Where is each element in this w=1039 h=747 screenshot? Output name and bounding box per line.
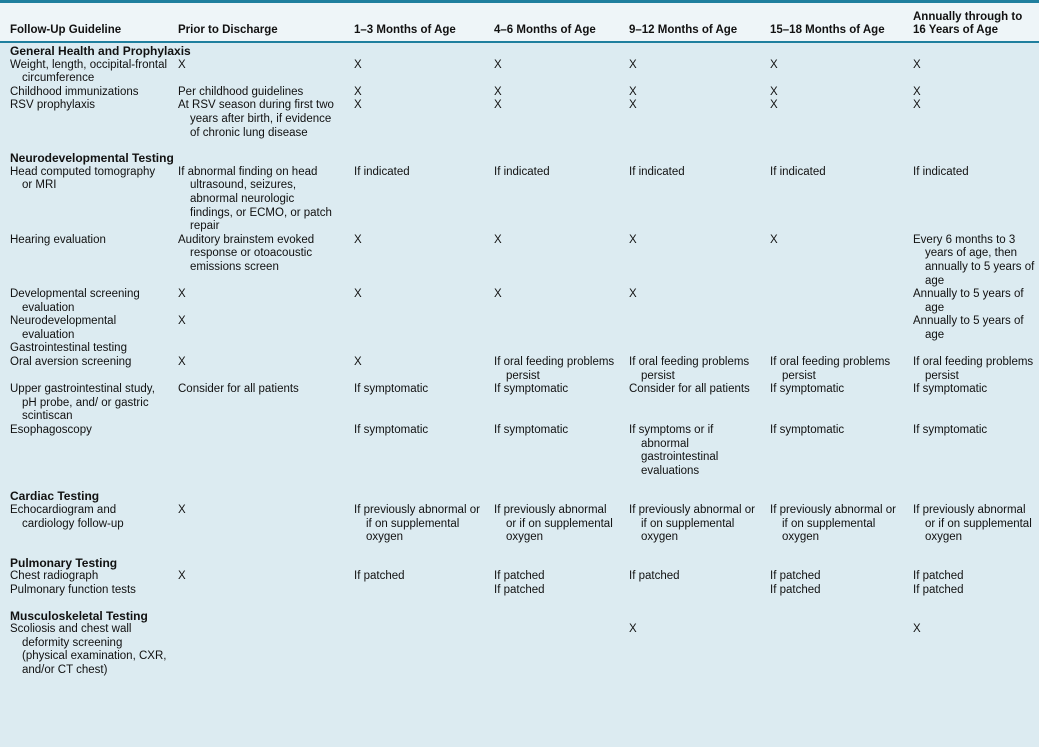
cell-text: Annually to 5 years of age bbox=[913, 315, 1024, 341]
cell-text: X bbox=[354, 288, 362, 301]
cell-text: If patched bbox=[494, 570, 545, 583]
cell-text: Oral aversion screening bbox=[10, 356, 132, 369]
cell-prior-to-discharge bbox=[172, 59, 344, 86]
cell-text: X bbox=[770, 233, 778, 246]
cell-months-4-6 bbox=[484, 166, 619, 234]
cell-annually bbox=[903, 86, 1039, 100]
cell-months-4-6 bbox=[484, 383, 619, 424]
cell-text: X bbox=[770, 99, 778, 112]
cell-text: If indicated bbox=[913, 165, 969, 178]
cell-text: RSV prophylaxis bbox=[10, 99, 96, 112]
cell-prior-to-discharge bbox=[172, 504, 344, 545]
cell-guideline bbox=[0, 59, 172, 86]
cell-guideline bbox=[0, 383, 172, 424]
cell-months-4-6 bbox=[484, 99, 619, 140]
header-prior-to-discharge: Prior to Discharge bbox=[172, 3, 344, 42]
cell-text: Per childhood guidelines bbox=[178, 85, 304, 98]
cell-text: Weight, length, occipital-frontal circumference bbox=[10, 58, 168, 85]
cell-text: Pulmonary function tests bbox=[10, 583, 136, 596]
cell-text: X bbox=[629, 233, 637, 246]
cell-text: If patched bbox=[629, 570, 680, 583]
table-row bbox=[0, 86, 1039, 100]
cell-months-9-12 bbox=[619, 166, 760, 234]
cell-text: If oral feeding problems persist bbox=[494, 356, 615, 382]
cell-annually bbox=[903, 356, 1039, 383]
cell-months-15-18 bbox=[760, 623, 903, 681]
section-heading: General Health and Prophylaxis bbox=[10, 44, 191, 58]
cell-text: If abnormal finding on head ultrasound, seizures, abnormal neurologic findings, or ECMO, or patch repair bbox=[178, 165, 332, 233]
cell-text: If patched bbox=[913, 570, 964, 583]
cell-text: X bbox=[354, 99, 362, 112]
cell-text: X bbox=[178, 356, 186, 369]
cell-prior-to-discharge bbox=[172, 342, 344, 356]
cell-months-15-18 bbox=[760, 315, 903, 342]
cell-months-15-18 bbox=[760, 234, 903, 288]
cell-text: X bbox=[913, 623, 921, 636]
cell-guideline bbox=[0, 623, 172, 681]
cell-months-1-3 bbox=[344, 383, 484, 424]
cell-text: If oral feeding problems persist bbox=[913, 356, 1034, 382]
cell-months-9-12 bbox=[619, 424, 760, 478]
cell-prior-to-discharge bbox=[172, 623, 344, 681]
table-row bbox=[0, 504, 1039, 545]
cell-months-9-12 bbox=[619, 288, 760, 315]
cell-text: If oral feeding problems persist bbox=[770, 356, 891, 382]
cell-months-9-12 bbox=[619, 504, 760, 545]
header-4-6-months: 4–6 Months of Age bbox=[484, 3, 619, 42]
cell-text: If previously abnormal or if on supplemental oxygen bbox=[629, 504, 755, 544]
cell-months-1-3 bbox=[344, 59, 484, 86]
cell-months-1-3 bbox=[344, 99, 484, 140]
cell-text: X bbox=[629, 85, 637, 98]
cell-text: X bbox=[178, 58, 186, 71]
cell-months-9-12 bbox=[619, 584, 760, 598]
section-heading-row bbox=[0, 42, 1039, 59]
header-follow-up-guideline: Follow-Up Guideline bbox=[0, 3, 172, 42]
cell-text: If patched bbox=[913, 583, 964, 596]
cell-months-9-12 bbox=[619, 234, 760, 288]
cell-text: If previously abnormal or if on supplemental oxygen bbox=[354, 504, 480, 544]
cell-text: X bbox=[354, 233, 362, 246]
cell-guideline bbox=[0, 288, 172, 315]
cell-text: If symptomatic bbox=[354, 424, 429, 437]
cell-annually bbox=[903, 584, 1039, 598]
cell-guideline bbox=[0, 99, 172, 140]
cell-months-1-3 bbox=[344, 356, 484, 383]
table-row bbox=[0, 99, 1039, 140]
cell-guideline bbox=[0, 315, 172, 342]
cell-text: X bbox=[913, 58, 921, 71]
cell-months-9-12 bbox=[619, 570, 760, 584]
cell-months-1-3 bbox=[344, 315, 484, 342]
cell-annually bbox=[903, 424, 1039, 478]
cell-text: X bbox=[629, 288, 637, 301]
cell-months-15-18 bbox=[760, 342, 903, 356]
cell-text: X bbox=[494, 99, 502, 112]
cell-text: If indicated bbox=[494, 165, 550, 178]
header-annually-to-16-years: Annually through to 16 Years of Age bbox=[903, 3, 1039, 42]
cell-text: If previously abnormal or if on supplemental oxygen bbox=[913, 504, 1032, 544]
table-row bbox=[0, 383, 1039, 424]
cell-months-15-18 bbox=[760, 424, 903, 478]
cell-annually bbox=[903, 288, 1039, 315]
cell-months-4-6 bbox=[484, 424, 619, 478]
cell-text: Developmental screening evaluation bbox=[10, 288, 140, 314]
cell-text: If indicated bbox=[770, 165, 826, 178]
header-15-18-months: 15–18 Months of Age bbox=[760, 3, 903, 42]
cell-months-1-3 bbox=[344, 584, 484, 598]
cell-text: Every 6 months to 3 years of age, then annually to 5 years of age bbox=[913, 233, 1035, 287]
cell-text: Hearing evaluation bbox=[10, 233, 106, 246]
cell-annually bbox=[903, 342, 1039, 356]
cell-text: If indicated bbox=[629, 165, 685, 178]
cell-prior-to-discharge bbox=[172, 234, 344, 288]
cell-prior-to-discharge bbox=[172, 570, 344, 584]
cell-months-9-12 bbox=[619, 99, 760, 140]
cell-text: X bbox=[178, 288, 186, 301]
cell-text: X bbox=[354, 85, 362, 98]
table-row bbox=[0, 584, 1039, 598]
cell-text: Gastrointestinal testing bbox=[10, 342, 127, 355]
cell-guideline bbox=[0, 504, 172, 545]
cell-annually bbox=[903, 59, 1039, 86]
cell-text: X bbox=[178, 504, 186, 516]
cell-text: If symptoms or if abnormal gastrointestinal evaluations bbox=[629, 424, 719, 477]
cell-annually bbox=[903, 623, 1039, 681]
cell-months-15-18 bbox=[760, 86, 903, 100]
table-row bbox=[0, 59, 1039, 86]
cell-text: If symptomatic bbox=[913, 383, 988, 396]
cell-guideline bbox=[0, 424, 172, 478]
cell-prior-to-discharge bbox=[172, 288, 344, 315]
cell-months-15-18 bbox=[760, 383, 903, 424]
cell-text: If patched bbox=[770, 583, 821, 596]
cell-annually bbox=[903, 315, 1039, 342]
cell-annually bbox=[903, 99, 1039, 140]
cell-text: X bbox=[178, 570, 186, 583]
cell-text: If symptomatic bbox=[770, 424, 845, 437]
cell-text: X bbox=[494, 288, 502, 301]
cell-months-1-3 bbox=[344, 342, 484, 356]
cell-prior-to-discharge bbox=[172, 424, 344, 478]
cell-months-1-3 bbox=[344, 166, 484, 234]
cell-months-15-18 bbox=[760, 504, 903, 545]
cell-text: X bbox=[913, 99, 921, 112]
table-row bbox=[0, 234, 1039, 288]
cell-text: At RSV season during first two years after birth, if evidence of chronic lung disease bbox=[178, 99, 334, 139]
cell-text: Chest radiograph bbox=[10, 570, 99, 583]
cell-text: Annually to 5 years of age bbox=[913, 288, 1024, 314]
table-row bbox=[0, 570, 1039, 584]
cell-text: Neurodevelopmental evaluation bbox=[10, 315, 117, 341]
cell-months-4-6 bbox=[484, 234, 619, 288]
cell-months-4-6 bbox=[484, 288, 619, 315]
cell-months-4-6 bbox=[484, 86, 619, 100]
cell-text: X bbox=[913, 85, 921, 98]
cell-months-9-12 bbox=[619, 86, 760, 100]
cell-prior-to-discharge bbox=[172, 99, 344, 140]
cell-text: Esophagoscopy bbox=[10, 424, 92, 437]
cell-guideline bbox=[0, 584, 172, 598]
cell-guideline bbox=[0, 234, 172, 288]
cell-months-15-18 bbox=[760, 288, 903, 315]
cell-months-15-18 bbox=[760, 356, 903, 383]
cell-months-9-12 bbox=[619, 356, 760, 383]
cell-annually bbox=[903, 234, 1039, 288]
cell-text: Auditory brainstem evoked response or otoacoustic emissions screen bbox=[178, 233, 315, 273]
cell-text: X bbox=[178, 315, 186, 328]
cell-text: Consider for all patients bbox=[629, 383, 750, 396]
section-heading-row bbox=[0, 140, 1039, 166]
table-row bbox=[0, 356, 1039, 383]
cell-prior-to-discharge bbox=[172, 166, 344, 234]
cell-months-4-6 bbox=[484, 59, 619, 86]
cell-months-15-18 bbox=[760, 59, 903, 86]
cell-text: If symptomatic bbox=[494, 383, 569, 396]
follow-up-guideline-table bbox=[0, 3, 1039, 682]
section-heading-row bbox=[0, 545, 1039, 571]
cell-text: If symptomatic bbox=[494, 424, 569, 437]
cell-months-15-18 bbox=[760, 166, 903, 234]
cell-text: X bbox=[629, 623, 637, 636]
cell-text: X bbox=[354, 58, 362, 71]
cell-prior-to-discharge bbox=[172, 584, 344, 598]
cell-guideline bbox=[0, 342, 172, 356]
cell-months-4-6 bbox=[484, 623, 619, 681]
section-heading: Pulmonary Testing bbox=[10, 555, 118, 570]
section-heading-row bbox=[0, 478, 1039, 504]
table-row bbox=[0, 342, 1039, 356]
cell-annually bbox=[903, 383, 1039, 424]
cell-months-9-12 bbox=[619, 315, 760, 342]
cell-guideline bbox=[0, 86, 172, 100]
cell-text: If oral feeding problems persist bbox=[629, 356, 750, 382]
header-1-3-months: 1–3 Months of Age bbox=[344, 3, 484, 42]
cell-annually bbox=[903, 166, 1039, 234]
cell-months-15-18 bbox=[760, 584, 903, 598]
cell-text: If patched bbox=[354, 570, 405, 583]
cell-text: If indicated bbox=[354, 165, 410, 178]
cell-text: If symptomatic bbox=[913, 424, 988, 437]
table-row bbox=[0, 166, 1039, 234]
cell-months-9-12 bbox=[619, 623, 760, 681]
cell-annually bbox=[903, 504, 1039, 545]
cell-months-4-6 bbox=[484, 584, 619, 598]
cell-months-4-6 bbox=[484, 504, 619, 545]
cell-text: Head computed tomography or MRI bbox=[10, 165, 156, 192]
cell-prior-to-discharge bbox=[172, 356, 344, 383]
cell-prior-to-discharge bbox=[172, 383, 344, 424]
cell-text: If patched bbox=[494, 583, 545, 596]
cell-text: If previously abnormal or if on supplemental oxygen bbox=[770, 504, 896, 544]
cell-guideline bbox=[0, 166, 172, 234]
cell-text: Childhood immunizations bbox=[10, 85, 139, 98]
cell-prior-to-discharge bbox=[172, 315, 344, 342]
section-heading-row bbox=[0, 598, 1039, 624]
cell-months-1-3 bbox=[344, 623, 484, 681]
section-heading: Neurodevelopmental Testing bbox=[10, 151, 174, 166]
section-heading: Cardiac Testing bbox=[10, 489, 100, 504]
table-row bbox=[0, 623, 1039, 681]
cell-months-4-6 bbox=[484, 315, 619, 342]
cell-text: X bbox=[629, 99, 637, 112]
table-header-row bbox=[0, 3, 1039, 42]
section-heading: Musculoskeletal Testing bbox=[10, 608, 148, 623]
cell-text: If symptomatic bbox=[354, 383, 429, 396]
cell-months-4-6 bbox=[484, 570, 619, 584]
cell-text: X bbox=[354, 356, 362, 369]
cell-text: X bbox=[494, 58, 502, 71]
cell-months-9-12 bbox=[619, 342, 760, 356]
cell-months-9-12 bbox=[619, 383, 760, 424]
cell-text: X bbox=[629, 58, 637, 71]
cell-text: If previously abnormal or if on supplemental oxygen bbox=[494, 504, 613, 544]
cell-months-1-3 bbox=[344, 234, 484, 288]
cell-months-1-3 bbox=[344, 570, 484, 584]
cell-text: Consider for all patients bbox=[178, 383, 299, 396]
cell-months-4-6 bbox=[484, 342, 619, 356]
cell-months-1-3 bbox=[344, 424, 484, 478]
header-9-12-months: 9–12 Months of Age bbox=[619, 3, 760, 42]
table-row bbox=[0, 424, 1039, 478]
cell-text: X bbox=[770, 58, 778, 71]
cell-guideline bbox=[0, 570, 172, 584]
cell-text: Echocardiogram and cardiology follow-up bbox=[10, 504, 124, 530]
cell-months-1-3 bbox=[344, 86, 484, 100]
cell-text: X bbox=[494, 233, 502, 246]
cell-months-15-18 bbox=[760, 99, 903, 140]
cell-text: Upper gastrointestinal study, pH probe, and/ or gastric scintiscan bbox=[10, 383, 155, 423]
cell-text: If symptomatic bbox=[770, 383, 845, 396]
cell-annually bbox=[903, 570, 1039, 584]
cell-months-4-6 bbox=[484, 356, 619, 383]
table-row bbox=[0, 288, 1039, 315]
cell-prior-to-discharge bbox=[172, 86, 344, 100]
cell-months-15-18 bbox=[760, 570, 903, 584]
table-body bbox=[0, 42, 1039, 682]
cell-text: If patched bbox=[770, 570, 821, 583]
cell-text: X bbox=[494, 85, 502, 98]
cell-months-9-12 bbox=[619, 59, 760, 86]
table-row bbox=[0, 315, 1039, 342]
cell-text: X bbox=[770, 85, 778, 98]
cell-months-1-3 bbox=[344, 504, 484, 545]
cell-months-1-3 bbox=[344, 288, 484, 315]
cell-guideline bbox=[0, 356, 172, 383]
cell-text: Scoliosis and chest wall deformity screening (physical examination, CXR, and/or CT chest) bbox=[10, 623, 167, 676]
